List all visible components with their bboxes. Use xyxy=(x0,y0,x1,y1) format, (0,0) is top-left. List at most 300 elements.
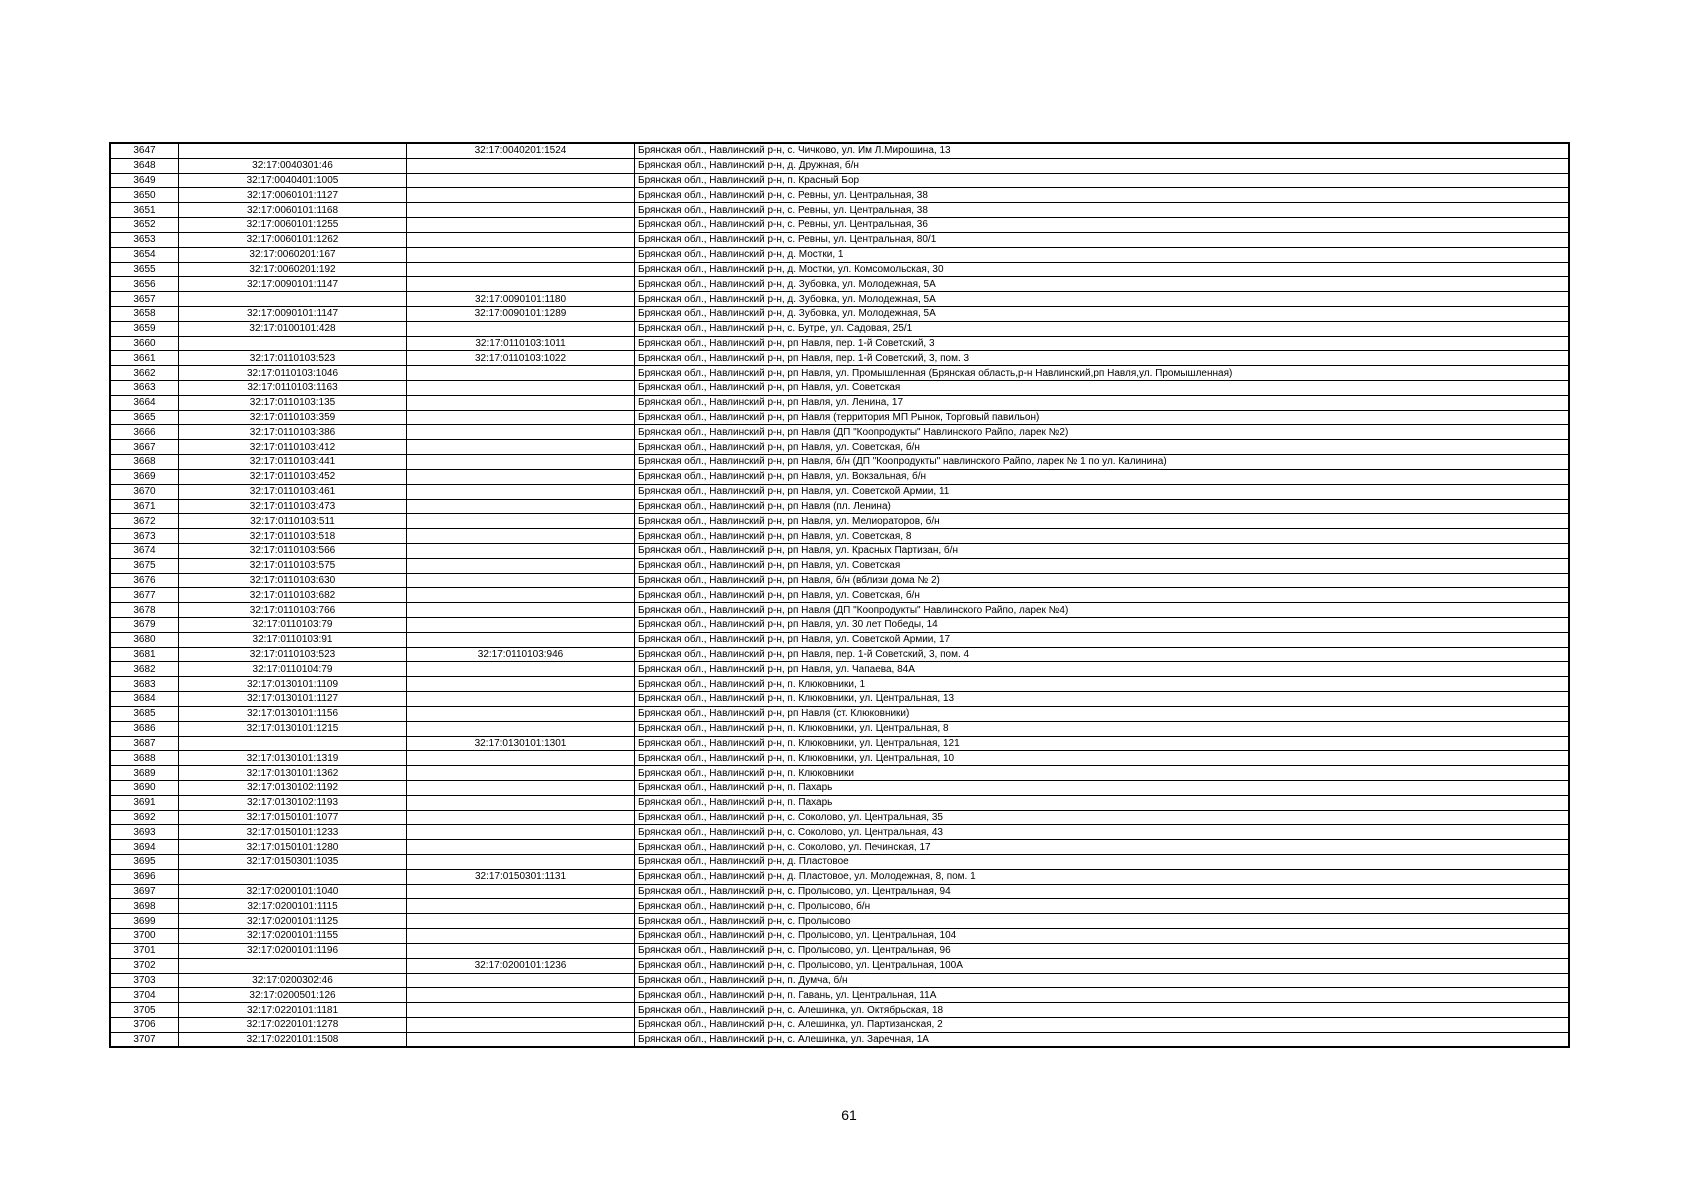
table-row xyxy=(111,514,1570,529)
table-row xyxy=(111,573,1570,588)
table-row xyxy=(111,499,1570,514)
object-address: Брянская обл., Навлинский р-н, с. Алешинка, ул. Заречная, 1А xyxy=(635,1032,1570,1047)
table-row xyxy=(111,706,1570,721)
row-number: 3666 xyxy=(111,425,179,440)
cadastral-number-secondary xyxy=(407,484,635,499)
cadastral-number-secondary xyxy=(407,884,635,899)
cadastral-number-primary: 32:17:0110103:135 xyxy=(179,395,407,410)
cadastral-number-secondary xyxy=(407,943,635,958)
cadastral-number-secondary xyxy=(407,188,635,203)
cadastral-number-secondary xyxy=(407,366,635,381)
cadastral-number-secondary xyxy=(407,810,635,825)
row-number: 3675 xyxy=(111,558,179,573)
cadastral-number-secondary xyxy=(407,662,635,677)
cadastral-number-secondary xyxy=(407,410,635,425)
object-address: Брянская обл., Навлинский р-н, с. Пролысово, ул. Центральная, 100А xyxy=(635,958,1570,973)
cadastral-number-primary: 32:17:0110103:452 xyxy=(179,469,407,484)
table-row xyxy=(111,751,1570,766)
table-row xyxy=(111,188,1570,203)
table-row xyxy=(111,618,1570,633)
row-number: 3661 xyxy=(111,351,179,366)
cadastral-number-primary: 32:17:0200101:1155 xyxy=(179,929,407,944)
table-row xyxy=(111,721,1570,736)
object-address: Брянская обл., Навлинский р-н, д. Мостки, 1 xyxy=(635,247,1570,262)
object-address: Брянская обл., Навлинский р-н, д. Пластовое xyxy=(635,855,1570,870)
table-row xyxy=(111,543,1570,558)
row-number: 3700 xyxy=(111,929,179,944)
row-number: 3669 xyxy=(111,469,179,484)
cadastral-number-secondary: 32:17:0110103:1011 xyxy=(407,336,635,351)
table-row xyxy=(111,277,1570,292)
cadastral-number-secondary: 32:17:0110103:946 xyxy=(407,647,635,662)
row-number: 3706 xyxy=(111,1017,179,1032)
property-register-table xyxy=(110,143,1570,1048)
row-number: 3658 xyxy=(111,306,179,321)
table-row xyxy=(111,173,1570,188)
row-number: 3704 xyxy=(111,988,179,1003)
cadastral-number-primary: 32:17:0110103:412 xyxy=(179,440,407,455)
row-number: 3674 xyxy=(111,543,179,558)
table-row xyxy=(111,351,1570,366)
cadastral-number-primary: 32:17:0110103:766 xyxy=(179,603,407,618)
row-number: 3649 xyxy=(111,173,179,188)
table-row xyxy=(111,647,1570,662)
table-row xyxy=(111,988,1570,1003)
cadastral-number-primary: 32:17:0130101:1215 xyxy=(179,721,407,736)
cadastral-number-primary: 32:17:0060101:1168 xyxy=(179,203,407,218)
cadastral-number-secondary: 32:17:0130101:1301 xyxy=(407,736,635,751)
cadastral-number-primary: 32:17:0110103:79 xyxy=(179,618,407,633)
table-row xyxy=(111,144,1570,159)
row-number: 3683 xyxy=(111,677,179,692)
table-row xyxy=(111,232,1570,247)
cadastral-number-secondary xyxy=(407,618,635,633)
object-address: Брянская обл., Навлинский р-н, рп Навля, ул. 30 лет Победы, 14 xyxy=(635,618,1570,633)
cadastral-number-secondary xyxy=(407,603,635,618)
object-address: Брянская обл., Навлинский р-н, рп Навля, пер. 1-й Советский, 3, пом. 3 xyxy=(635,351,1570,366)
table-row xyxy=(111,203,1570,218)
cadastral-number-secondary xyxy=(407,825,635,840)
table-row xyxy=(111,262,1570,277)
cadastral-number-secondary: 32:17:0040201:1524 xyxy=(407,144,635,159)
table-row xyxy=(111,899,1570,914)
object-address: Брянская обл., Навлинский р-н, рп Навля, ул. Советская, 8 xyxy=(635,529,1570,544)
cadastral-number-primary: 32:17:0110103:1163 xyxy=(179,381,407,396)
cadastral-number-primary: 32:17:0060101:1127 xyxy=(179,188,407,203)
cadastral-number-secondary xyxy=(407,721,635,736)
table-row xyxy=(111,795,1570,810)
cadastral-number-secondary xyxy=(407,1032,635,1047)
row-number: 3667 xyxy=(111,440,179,455)
cadastral-number-secondary xyxy=(407,455,635,470)
cadastral-number-secondary: 32:17:0090101:1180 xyxy=(407,292,635,307)
table-row xyxy=(111,247,1570,262)
cadastral-number-secondary xyxy=(407,899,635,914)
table-row xyxy=(111,603,1570,618)
cadastral-number-secondary xyxy=(407,499,635,514)
cadastral-number-primary: 32:17:0040301:46 xyxy=(179,158,407,173)
cadastral-number-secondary xyxy=(407,795,635,810)
cadastral-number-primary: 32:17:0110103:566 xyxy=(179,543,407,558)
table-row xyxy=(111,395,1570,410)
table-row xyxy=(111,840,1570,855)
row-number: 3671 xyxy=(111,499,179,514)
cadastral-number-secondary xyxy=(407,321,635,336)
row-number: 3653 xyxy=(111,232,179,247)
object-address: Брянская обл., Навлинский р-н, рп Навля (территория МП Рынок, Торговый павильон) xyxy=(635,410,1570,425)
row-number: 3647 xyxy=(111,144,179,159)
object-address: Брянская обл., Навлинский р-н, рп Навля, ул. Советская xyxy=(635,381,1570,396)
object-address: Брянская обл., Навлинский р-н, рп Навля, пер. 1-й Советский, 3 xyxy=(635,336,1570,351)
table-row xyxy=(111,381,1570,396)
object-address: Брянская обл., Навлинский р-н, рп Навля, ул. Мелиораторов, б/н xyxy=(635,514,1570,529)
cadastral-number-secondary xyxy=(407,440,635,455)
object-address: Брянская обл., Навлинский р-н, рп Навля, ул. Ленина, 17 xyxy=(635,395,1570,410)
object-address: Брянская обл., Навлинский р-н, п. Пахарь xyxy=(635,780,1570,795)
row-number: 3655 xyxy=(111,262,179,277)
row-number: 3650 xyxy=(111,188,179,203)
row-number: 3693 xyxy=(111,825,179,840)
row-number: 3702 xyxy=(111,958,179,973)
cadastral-number-secondary xyxy=(407,840,635,855)
row-number: 3697 xyxy=(111,884,179,899)
row-number: 3654 xyxy=(111,247,179,262)
row-number: 3682 xyxy=(111,662,179,677)
row-number: 3652 xyxy=(111,218,179,233)
row-number: 3688 xyxy=(111,751,179,766)
cadastral-number-primary: 32:17:0110103:441 xyxy=(179,455,407,470)
table-row xyxy=(111,766,1570,781)
table-row xyxy=(111,455,1570,470)
table-row xyxy=(111,677,1570,692)
row-number: 3665 xyxy=(111,410,179,425)
object-address: Брянская обл., Навлинский р-н, рп Навля, ул. Советской Армии, 17 xyxy=(635,632,1570,647)
object-address: Брянская обл., Навлинский р-н, с. Бутре, ул. Садовая, 25/1 xyxy=(635,321,1570,336)
cadastral-number-primary: 32:17:0130101:1109 xyxy=(179,677,407,692)
cadastral-number-secondary xyxy=(407,158,635,173)
cadastral-number-secondary xyxy=(407,514,635,529)
row-number: 3678 xyxy=(111,603,179,618)
object-address: Брянская обл., Навлинский р-н, п. Клюковники xyxy=(635,766,1570,781)
object-address: Брянская обл., Навлинский р-н, рп Навля, ул. Советская xyxy=(635,558,1570,573)
cadastral-number-primary: 32:17:0110103:630 xyxy=(179,573,407,588)
table-row xyxy=(111,884,1570,899)
object-address: Брянская обл., Навлинский р-н, п. Клюковники, ул. Центральная, 10 xyxy=(635,751,1570,766)
table-row xyxy=(111,780,1570,795)
row-number: 3690 xyxy=(111,780,179,795)
cadastral-number-primary: 32:17:0130101:1362 xyxy=(179,766,407,781)
object-address: Брянская обл., Навлинский р-н, с. Ревны, ул. Центральная, 36 xyxy=(635,218,1570,233)
cadastral-number-secondary: 32:17:0090101:1289 xyxy=(407,306,635,321)
table-row xyxy=(111,306,1570,321)
page-number: 61 xyxy=(841,1107,857,1123)
cadastral-number-secondary xyxy=(407,425,635,440)
object-address: Брянская обл., Навлинский р-н, п. Клюковники, ул. Центральная, 8 xyxy=(635,721,1570,736)
object-address: Брянская обл., Навлинский р-н, д. Зубовка, ул. Молодежная, 5А xyxy=(635,292,1570,307)
row-number: 3692 xyxy=(111,810,179,825)
cadastral-number-secondary xyxy=(407,262,635,277)
row-number: 3681 xyxy=(111,647,179,662)
row-number: 3705 xyxy=(111,1003,179,1018)
object-address: Брянская обл., Навлинский р-н, с. Алешинка, ул. Октябрьская, 18 xyxy=(635,1003,1570,1018)
cadastral-number-primary: 32:17:0220101:1508 xyxy=(179,1032,407,1047)
cadastral-number-primary: 32:17:0130102:1193 xyxy=(179,795,407,810)
object-address: Брянская обл., Навлинский р-н, с. Пролысово, ул. Центральная, 96 xyxy=(635,943,1570,958)
table-row xyxy=(111,914,1570,929)
object-address: Брянская обл., Навлинский р-н, рп Навля, ул. Красных Партизан, б/н xyxy=(635,543,1570,558)
object-address: Брянская обл., Навлинский р-н, рп Навля (пл. Ленина) xyxy=(635,499,1570,514)
row-number: 3679 xyxy=(111,618,179,633)
cadastral-number-primary: 32:17:0150101:1280 xyxy=(179,840,407,855)
cadastral-number-secondary xyxy=(407,1017,635,1032)
row-number: 3685 xyxy=(111,706,179,721)
cadastral-number-secondary xyxy=(407,381,635,396)
row-number: 3684 xyxy=(111,692,179,707)
cadastral-number-primary xyxy=(179,336,407,351)
cadastral-number-primary: 32:17:0150301:1035 xyxy=(179,855,407,870)
object-address: Брянская обл., Навлинский р-н, с. Алешинка, ул. Партизанская, 2 xyxy=(635,1017,1570,1032)
cadastral-number-primary: 32:17:0090101:1147 xyxy=(179,277,407,292)
object-address: Брянская обл., Навлинский р-н, рп Навля (ст. Клюковники) xyxy=(635,706,1570,721)
row-number: 3651 xyxy=(111,203,179,218)
table-row xyxy=(111,529,1570,544)
cadastral-number-secondary xyxy=(407,469,635,484)
cadastral-number-primary: 32:17:0110103:473 xyxy=(179,499,407,514)
table-row xyxy=(111,810,1570,825)
object-address: Брянская обл., Навлинский р-н, рп Навля (ДП "Коопродукты" Навлинского Райпо, ларек №2) xyxy=(635,425,1570,440)
cadastral-number-secondary xyxy=(407,973,635,988)
object-address: Брянская обл., Навлинский р-н, п. Клюковники, ул. Центральная, 13 xyxy=(635,692,1570,707)
table-row xyxy=(111,958,1570,973)
table-row xyxy=(111,440,1570,455)
object-address: Брянская обл., Навлинский р-н, рп Навля, ул. Вокзальная, б/н xyxy=(635,469,1570,484)
row-number: 3701 xyxy=(111,943,179,958)
row-number: 3660 xyxy=(111,336,179,351)
cadastral-number-secondary xyxy=(407,751,635,766)
cadastral-number-primary: 32:17:0200101:1115 xyxy=(179,899,407,914)
cadastral-number-secondary xyxy=(407,632,635,647)
object-address: Брянская обл., Навлинский р-н, п. Думча, б/н xyxy=(635,973,1570,988)
cadastral-number-primary: 32:17:0110103:518 xyxy=(179,529,407,544)
row-number: 3670 xyxy=(111,484,179,499)
object-address: Брянская обл., Навлинский р-н, д. Мостки, ул. Комсомольская, 30 xyxy=(635,262,1570,277)
object-address: Брянская обл., Навлинский р-н, рп Навля, б/н (ДП "Коопродукты" навлинского Райпо, ларек № 1 по ул. Калинина) xyxy=(635,455,1570,470)
row-number: 3676 xyxy=(111,573,179,588)
cadastral-number-primary: 32:17:0040401:1005 xyxy=(179,173,407,188)
row-number: 3699 xyxy=(111,914,179,929)
cadastral-number-secondary xyxy=(407,218,635,233)
row-number: 3687 xyxy=(111,736,179,751)
cadastral-number-primary: 32:17:0130102:1192 xyxy=(179,780,407,795)
row-number: 3707 xyxy=(111,1032,179,1047)
cadastral-number-secondary xyxy=(407,395,635,410)
object-address: Брянская обл., Навлинский р-н, с. Соколово, ул. Печинская, 17 xyxy=(635,840,1570,855)
object-address: Брянская обл., Навлинский р-н, п. Клюковники, 1 xyxy=(635,677,1570,692)
table-row xyxy=(111,558,1570,573)
cadastral-number-primary: 32:17:0200302:46 xyxy=(179,973,407,988)
object-address: Брянская обл., Навлинский р-н, д. Пластовое, ул. Молодежная, 8, пом. 1 xyxy=(635,869,1570,884)
cadastral-number-secondary xyxy=(407,914,635,929)
row-number: 3657 xyxy=(111,292,179,307)
table-row xyxy=(111,410,1570,425)
cadastral-number-secondary xyxy=(407,677,635,692)
table-row xyxy=(111,336,1570,351)
cadastral-number-primary: 32:17:0200501:126 xyxy=(179,988,407,1003)
row-number: 3680 xyxy=(111,632,179,647)
cadastral-number-primary: 32:17:0090101:1147 xyxy=(179,306,407,321)
cadastral-number-primary: 32:17:0110103:682 xyxy=(179,588,407,603)
cadastral-number-secondary xyxy=(407,203,635,218)
cadastral-number-primary: 32:17:0110103:386 xyxy=(179,425,407,440)
cadastral-number-secondary xyxy=(407,855,635,870)
object-address: Брянская обл., Навлинский р-н, п. Красный Бор xyxy=(635,173,1570,188)
table-row xyxy=(111,425,1570,440)
cadastral-number-primary: 32:17:0060101:1255 xyxy=(179,218,407,233)
cadastral-number-primary: 32:17:0130101:1127 xyxy=(179,692,407,707)
cadastral-number-primary: 32:17:0110103:523 xyxy=(179,647,407,662)
row-number: 3648 xyxy=(111,158,179,173)
cadastral-number-secondary xyxy=(407,706,635,721)
cadastral-number-primary xyxy=(179,869,407,884)
cadastral-number-primary xyxy=(179,292,407,307)
object-address: Брянская обл., Навлинский р-н, рп Навля, ул. Советская, б/н xyxy=(635,440,1570,455)
table-row xyxy=(111,632,1570,647)
row-number: 3694 xyxy=(111,840,179,855)
row-number: 3668 xyxy=(111,455,179,470)
table-row xyxy=(111,736,1570,751)
row-number: 3663 xyxy=(111,381,179,396)
cadastral-number-primary xyxy=(179,736,407,751)
cadastral-number-secondary xyxy=(407,988,635,1003)
row-number: 3696 xyxy=(111,869,179,884)
row-number: 3659 xyxy=(111,321,179,336)
cadastral-number-secondary xyxy=(407,1003,635,1018)
row-number: 3689 xyxy=(111,766,179,781)
table-row xyxy=(111,484,1570,499)
table-row xyxy=(111,929,1570,944)
table-row xyxy=(111,469,1570,484)
cadastral-number-primary: 32:17:0130101:1156 xyxy=(179,706,407,721)
cadastral-number-secondary xyxy=(407,232,635,247)
object-address: Брянская обл., Навлинский р-н, рп Навля, пер. 1-й Советский, 3, пом. 4 xyxy=(635,647,1570,662)
object-address: Брянская обл., Навлинский р-н, с. Ревны, ул. Центральная, 38 xyxy=(635,188,1570,203)
cadastral-number-primary: 32:17:0110103:575 xyxy=(179,558,407,573)
table-row xyxy=(111,1017,1570,1032)
table-row xyxy=(111,1003,1570,1018)
row-number: 3656 xyxy=(111,277,179,292)
table-row xyxy=(111,158,1570,173)
cadastral-number-secondary: 32:17:0150301:1131 xyxy=(407,869,635,884)
cadastral-number-primary: 32:17:0200101:1196 xyxy=(179,943,407,958)
cadastral-number-primary xyxy=(179,144,407,159)
object-address: Брянская обл., Навлинский р-н, рп Навля, ул. Советской Армии, 11 xyxy=(635,484,1570,499)
object-address: Брянская обл., Навлинский р-н, рп Навля, ул. Промышленная (Брянская область,р-н Навлинский,рп Навля,ул. Промышленная) xyxy=(635,366,1570,381)
cadastral-number-primary: 32:17:0110103:461 xyxy=(179,484,407,499)
object-address: Брянская обл., Навлинский р-н, п. Пахарь xyxy=(635,795,1570,810)
object-address: Брянская обл., Навлинский р-н, с. Ревны, ул. Центральная, 38 xyxy=(635,203,1570,218)
table-row xyxy=(111,321,1570,336)
object-address: Брянская обл., Навлинский р-н, рп Навля (ДП "Коопродукты" Навлинского Райпо, ларек №4) xyxy=(635,603,1570,618)
cadastral-number-primary: 32:17:0060101:1262 xyxy=(179,232,407,247)
cadastral-number-secondary xyxy=(407,692,635,707)
table-row xyxy=(111,692,1570,707)
object-address: Брянская обл., Навлинский р-н, рп Навля, ул. Чапаева, 84А xyxy=(635,662,1570,677)
cadastral-number-secondary xyxy=(407,277,635,292)
object-address: Брянская обл., Навлинский р-н, д. Зубовка, ул. Молодежная, 5А xyxy=(635,277,1570,292)
cadastral-number-primary: 32:17:0150101:1233 xyxy=(179,825,407,840)
object-address: Брянская обл., Навлинский р-н, с. Ревны, ул. Центральная, 80/1 xyxy=(635,232,1570,247)
object-address: Брянская обл., Навлинский р-н, с. Чичково, ул. Им Л.Мирошина, 13 xyxy=(635,144,1570,159)
cadastral-number-primary: 32:17:0200101:1125 xyxy=(179,914,407,929)
table-row xyxy=(111,662,1570,677)
row-number: 3664 xyxy=(111,395,179,410)
table-row xyxy=(111,366,1570,381)
table-row xyxy=(111,825,1570,840)
cadastral-number-secondary xyxy=(407,543,635,558)
cadastral-number-secondary xyxy=(407,766,635,781)
object-address: Брянская обл., Навлинский р-н, п. Гавань, ул. Центральная, 11А xyxy=(635,988,1570,1003)
cadastral-number-primary: 32:17:0110103:523 xyxy=(179,351,407,366)
cadastral-number-primary: 32:17:0130101:1319 xyxy=(179,751,407,766)
row-number: 3695 xyxy=(111,855,179,870)
table-row xyxy=(111,943,1570,958)
object-address: Брянская обл., Навлинский р-н, д. Дружная, б/н xyxy=(635,158,1570,173)
object-address: Брянская обл., Навлинский р-н, п. Клюковники, ул. Центральная, 121 xyxy=(635,736,1570,751)
table-row xyxy=(111,588,1570,603)
cadastral-number-primary: 32:17:0110103:91 xyxy=(179,632,407,647)
cadastral-number-secondary: 32:17:0200101:1236 xyxy=(407,958,635,973)
cadastral-number-secondary xyxy=(407,929,635,944)
register-table-body xyxy=(111,144,1570,1048)
row-number: 3698 xyxy=(111,899,179,914)
object-address: Брянская обл., Навлинский р-н, с. Пролысово, б/н xyxy=(635,899,1570,914)
object-address: Брянская обл., Навлинский р-н, с. Пролысово, ул. Центральная, 104 xyxy=(635,929,1570,944)
row-number: 3686 xyxy=(111,721,179,736)
table-row xyxy=(111,218,1570,233)
cadastral-number-primary: 32:17:0220101:1278 xyxy=(179,1017,407,1032)
cadastral-number-primary: 32:17:0110103:1046 xyxy=(179,366,407,381)
object-address: Брянская обл., Навлинский р-н, с. Пролысово, ул. Центральная, 94 xyxy=(635,884,1570,899)
cadastral-number-primary: 32:17:0110103:511 xyxy=(179,514,407,529)
cadastral-number-primary: 32:17:0220101:1181 xyxy=(179,1003,407,1018)
row-number: 3673 xyxy=(111,529,179,544)
cadastral-number-primary: 32:17:0150101:1077 xyxy=(179,810,407,825)
cadastral-number-primary: 32:17:0200101:1040 xyxy=(179,884,407,899)
table-row xyxy=(111,292,1570,307)
table-row xyxy=(111,973,1570,988)
object-address: Брянская обл., Навлинский р-н, с. Соколово, ул. Центральная, 35 xyxy=(635,810,1570,825)
cadastral-number-primary: 32:17:0100101:428 xyxy=(179,321,407,336)
cadastral-number-secondary xyxy=(407,173,635,188)
cadastral-number-secondary xyxy=(407,780,635,795)
cadastral-number-primary: 32:17:0060201:167 xyxy=(179,247,407,262)
cadastral-number-secondary xyxy=(407,558,635,573)
row-number: 3672 xyxy=(111,514,179,529)
cadastral-number-secondary xyxy=(407,529,635,544)
cadastral-number-secondary xyxy=(407,588,635,603)
object-address: Брянская обл., Навлинский р-н, рп Навля, ул. Советская, б/н xyxy=(635,588,1570,603)
cadastral-number-primary: 32:17:0060201:192 xyxy=(179,262,407,277)
row-number: 3662 xyxy=(111,366,179,381)
cadastral-number-primary: 32:17:0110103:359 xyxy=(179,410,407,425)
row-number: 3703 xyxy=(111,973,179,988)
cadastral-number-primary xyxy=(179,958,407,973)
row-number: 3677 xyxy=(111,588,179,603)
object-address: Брянская обл., Навлинский р-н, д. Зубовка, ул. Молодежная, 5А xyxy=(635,306,1570,321)
object-address: Брянская обл., Навлинский р-н, с. Соколово, ул. Центральная, 43 xyxy=(635,825,1570,840)
cadastral-number-secondary xyxy=(407,247,635,262)
cadastral-number-secondary: 32:17:0110103:1022 xyxy=(407,351,635,366)
